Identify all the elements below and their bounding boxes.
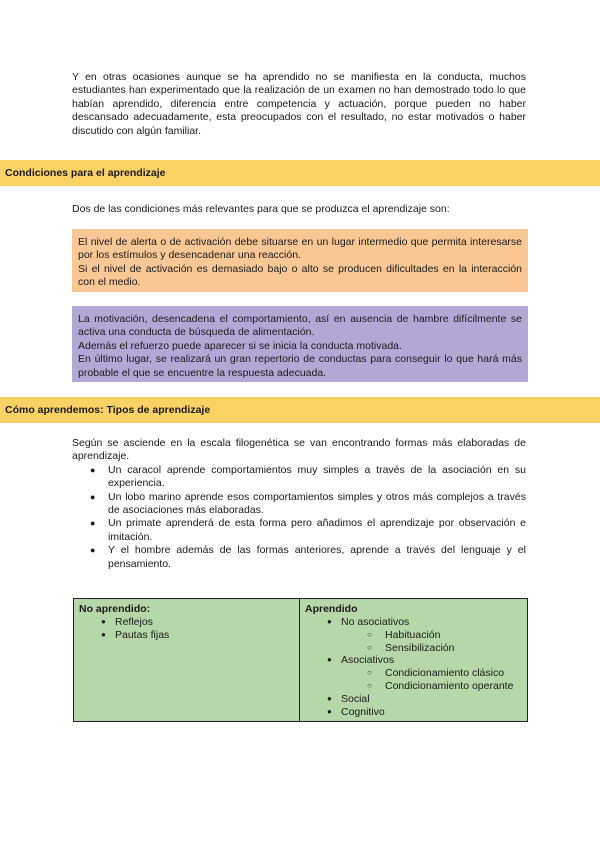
sub-list-item: ○ Condicionamiento operante [305, 680, 522, 693]
list-item: ● Social [305, 693, 522, 706]
box-text: En último lugar, se realizará un gran repertorio de conductas para conseguir lo que hará más probable el que se encuentre la respuesta adecuada. [78, 353, 522, 379]
box-text: La motivación, desencadena el comportamiento, así en ausencia de hambre difícilmente se activa una conducta de búsqueda de alimentación. [78, 313, 522, 339]
intro-paragraph: Y en otras ocasiones aunque se ha aprendido no se manifiesta en la conducta, muchos estudiantes han experimentado que la realización de un examen no han demostrado todo lo que habían aprendido, diferencia entre competencia y actuación, porque pueden no haber descansado adecuadamente, esta preocupados con el resultado, no estar motivados o haber discutido con algún familiar. [72, 71, 526, 137]
list-item: ● Cognitivo [305, 706, 522, 719]
section2-block [72, 437, 526, 571]
not-learned-cell [74, 599, 300, 721]
box-text: El nivel de alerta o de activación debe situarse en un lugar intermedio que permita interesarse por los estímulos y desencadenar una reacción. [78, 236, 522, 262]
list-item: ● Pautas fijas [79, 629, 294, 642]
list-item: ● Un lobo marino aprende esos comportamientos simples y otros más complejos a través de asociaciones más elaboradas. [72, 491, 526, 518]
cell-title: Aprendido [305, 603, 358, 615]
list-item: ● Y el hombre además de las formas anteriores, aprende a través del lenguaje y el pensamiento. [72, 544, 526, 571]
list-item: ● Reflejos [79, 616, 294, 629]
learning-examples-list [72, 464, 526, 571]
learning-types-table [73, 598, 528, 722]
list-item: ● Asociativos [305, 654, 522, 667]
learned-cell [300, 599, 527, 721]
list-item: ● Un caracol aprende comportamientos muy simples a través de la asociación en su experiencia. [72, 464, 526, 491]
section-heading-condiciones: Condiciones para el aprendizaje [0, 160, 600, 186]
motivation-condition-box [72, 306, 528, 382]
box-text: Además el refuerzo puede aparecer si se inicia la conducta motivada. [78, 339, 402, 352]
cell-title: No aprendido: [79, 603, 151, 615]
sub-list-item: ○ Condicionamiento clásico [305, 667, 522, 680]
sub-list-item: ○ Sensibilización [305, 642, 522, 655]
activation-condition-box [72, 229, 528, 292]
sub-list-item: ○ Habituación [305, 629, 522, 642]
box-text: Si el nivel de activación es demasiado bajo o alto se producen dificultades en la interacción con el medio. [78, 262, 522, 289]
list-item: ● No asociativos [305, 616, 522, 629]
section1-intro: Dos de las condiciones más relevantes para que se produzca el aprendizaje son: [72, 203, 450, 215]
section2-intro: Según se asciende en la escala filogenética se van encontrando formas más elaboradas de aprendizaje. [72, 437, 526, 463]
list-item: ● Un primate aprenderá de esta forma pero añadimos el aprendizaje por observación e imitación. [72, 517, 526, 544]
section-heading-tipos: Cómo aprendemos: Tipos de aprendizaje [0, 397, 600, 423]
